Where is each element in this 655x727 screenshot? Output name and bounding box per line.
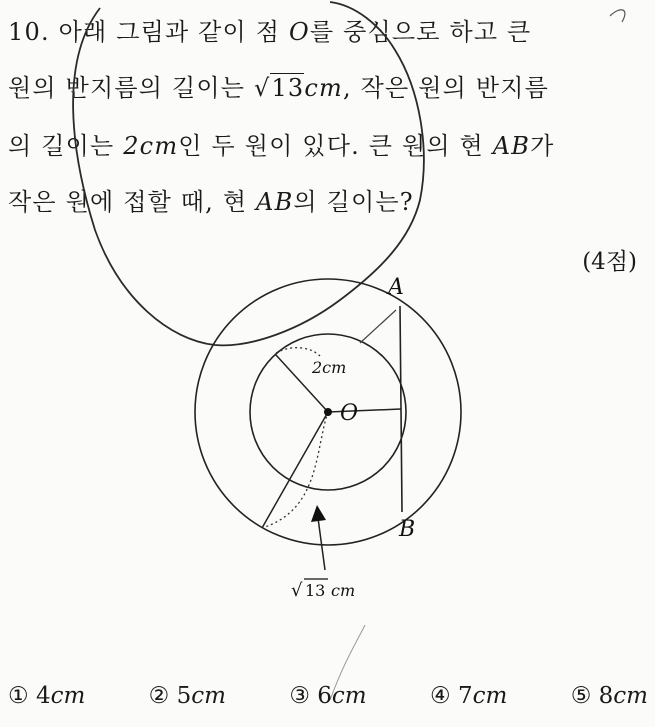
unit-text: cm <box>304 74 344 102</box>
question-text: 인 두 원이 있다. 큰 원의 현 <box>178 132 493 160</box>
answer-choices <box>8 683 648 709</box>
arrow-head-icon <box>311 505 326 522</box>
large-radius-unit: cm <box>331 581 356 600</box>
sqrt-symbol: √ <box>291 580 303 601</box>
question-text: 10. 아래 그림과 같이 점 <box>8 18 289 46</box>
handwritten-mark <box>610 10 625 22</box>
radicand: 13 <box>271 74 305 102</box>
point-label-a: A <box>388 275 404 300</box>
question-text: 의 길이는 <box>8 132 124 160</box>
choice-4[interactable]: ④ 7cm <box>430 683 508 709</box>
question-text: 작은 원에 접할 때, 현 <box>8 188 257 216</box>
sqrt-expression: √13 <box>253 74 305 102</box>
question-text: 원의 반지름의 길이는 <box>8 74 254 102</box>
chord-name: AB <box>256 188 294 216</box>
chord-name: AB <box>492 132 531 160</box>
center-point-name: O <box>288 18 310 46</box>
large-radius-radicand: 13 <box>305 581 326 600</box>
handwritten-line-oa <box>360 310 396 343</box>
choice-1[interactable]: ① 4cm <box>8 683 86 709</box>
question-text: 를 중심으로 하고 큰 <box>309 18 532 46</box>
score-label: (4점) <box>582 249 637 275</box>
center-point <box>324 408 332 416</box>
choice-3[interactable]: ③ 6cm <box>289 683 367 709</box>
point-label-b: B <box>399 517 416 542</box>
large-radius-label <box>291 579 355 601</box>
point-label-o: O <box>340 401 359 426</box>
small-radius-value: 2cm <box>123 132 179 160</box>
handwritten-loop <box>73 2 424 345</box>
question-text: 가 <box>530 132 555 160</box>
small-radius-label: 2cm <box>312 358 347 377</box>
choice-2[interactable]: ② 5cm <box>148 683 226 709</box>
choice-5[interactable]: ⑤ 8cm <box>570 683 648 709</box>
radius-to-tangent <box>328 409 401 412</box>
question-text: , 작은 원의 반지름 <box>343 74 550 102</box>
question-text: 의 길이는? <box>293 188 414 216</box>
